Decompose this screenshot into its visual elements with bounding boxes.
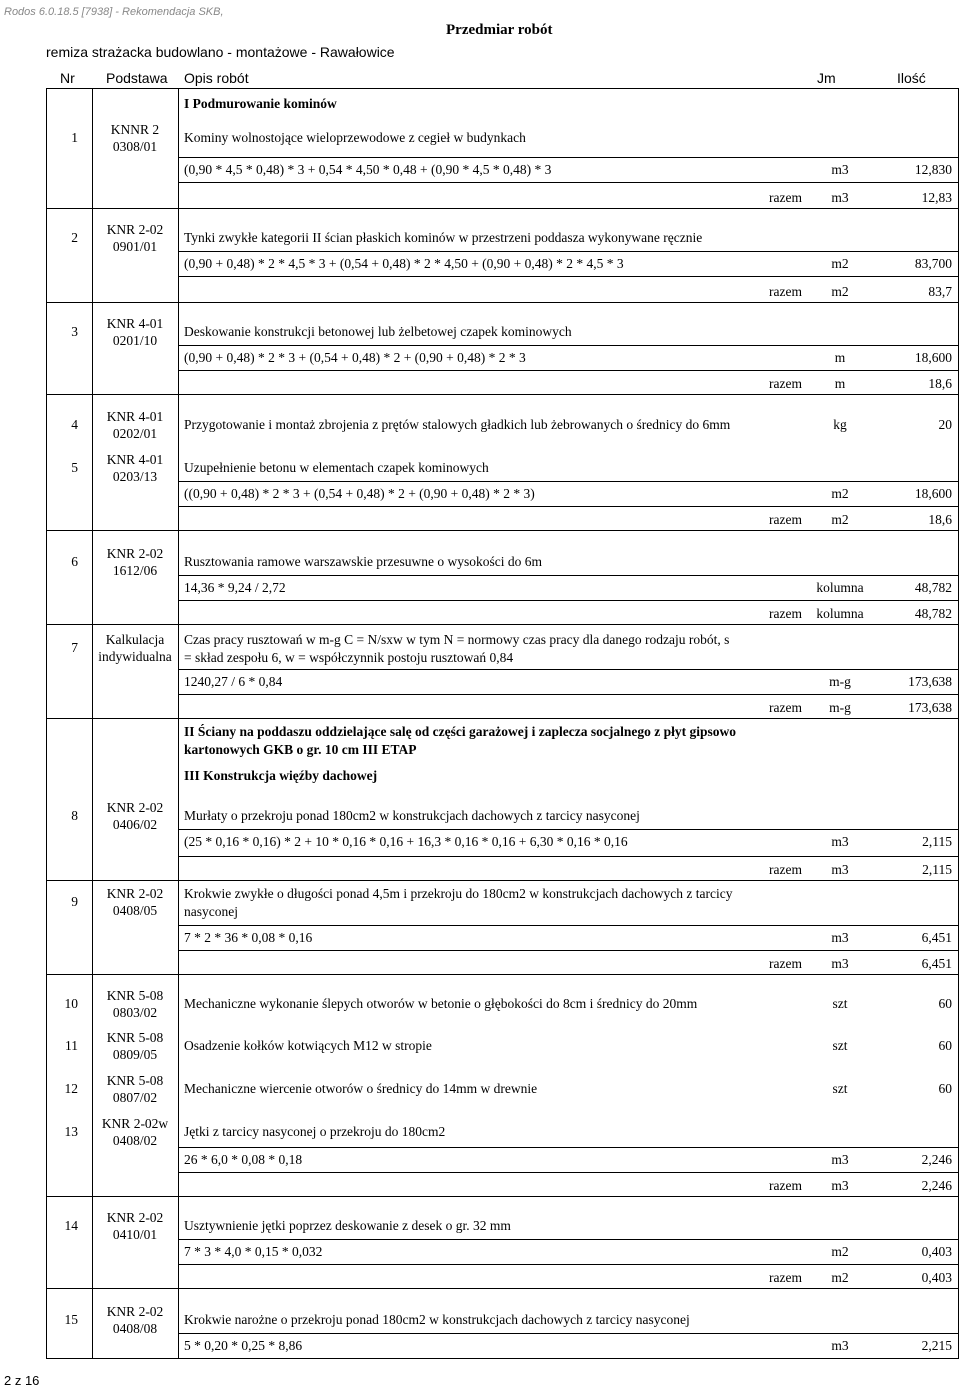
- item-description: Mechaniczne wiercenie otworów o średnicy do 14mm w drewnie: [184, 1081, 538, 1096]
- item-basis-code: 0803/02: [112, 1005, 158, 1020]
- razem-value: 12,83: [921, 190, 952, 205]
- razem-unit: m3: [831, 190, 849, 205]
- razem-rule-top: [178, 182, 958, 183]
- table-border-left: [46, 88, 47, 1358]
- calc-value: 48,782: [914, 580, 952, 595]
- item-number: 9: [71, 894, 78, 909]
- item-quantity: 60: [938, 996, 952, 1011]
- project-name: remiza strażacka budowlano - montażowe - Rawałowice: [46, 44, 395, 60]
- calc-unit: m3: [831, 1152, 849, 1167]
- item-basis-code: 0406/02: [112, 817, 158, 832]
- item-basis-code: 0203/13: [112, 469, 158, 484]
- row-separator: [46, 530, 959, 531]
- calc-formula: ((0,90 + 0,48) * 2 * 3 + (0,54 + 0,48) * 2 + (0,90 + 0,48) * 2 * 3): [184, 486, 535, 501]
- page-number: 2 z 16: [4, 1373, 40, 1388]
- calc-formula: 5 * 0,20 * 0,25 * 8,86: [184, 1338, 303, 1353]
- item-basis: Kalkulacja: [105, 632, 165, 647]
- razem-unit: kolumna: [816, 606, 864, 621]
- item-basis-code: 0410/01: [112, 1227, 158, 1242]
- item-unit: kg: [833, 417, 847, 432]
- razem-rule-top: [178, 694, 958, 695]
- calc-rule: [178, 481, 958, 482]
- item-basis: KNNR 2: [110, 122, 160, 137]
- calc-value: 12,830: [914, 162, 952, 177]
- razem-rule-top: [178, 600, 958, 601]
- item-number: 7: [71, 640, 78, 655]
- item-description: = skład zespołu 6, w = współczynnik postoju rusztowań 0,84: [184, 650, 514, 665]
- item-number: 5: [71, 460, 78, 475]
- section-heading: kartonowych GKB o gr. 10 cm III ETAP: [184, 742, 417, 757]
- item-basis: KNR 2-02: [106, 800, 164, 815]
- calc-rule: [178, 157, 958, 158]
- item-number: 15: [64, 1312, 78, 1327]
- calc-rule: [178, 575, 958, 576]
- item-description: nasyconej: [184, 904, 238, 919]
- item-description: Krokwie narożne o przekroju ponad 180cm2 w konstrukcjach dachowych z tarcicy nasyconej: [184, 1312, 690, 1327]
- item-description: Mechaniczne wykonanie ślepych otworów w betonie o głębokości do 8cm i średnicy do 20mm: [184, 996, 698, 1011]
- razem-rule-top: [178, 506, 958, 507]
- calc-unit: m: [834, 350, 846, 365]
- item-description: Przygotowanie i montaż zbrojenia z prętów stalowych gładkich lub żebrowanych o średnicy do 6mm: [184, 417, 731, 432]
- item-basis-code: 0408/02: [112, 1133, 158, 1148]
- calc-rule: [178, 345, 958, 346]
- item-basis-code: 1612/06: [112, 563, 158, 578]
- col-nr: Nr: [60, 70, 75, 86]
- razem-rule-top: [178, 276, 958, 277]
- calc-value: 18,600: [914, 486, 952, 501]
- row-separator: [46, 394, 959, 395]
- col-ilosc: Ilość: [897, 70, 926, 86]
- item-basis-code: 0308/01: [112, 139, 158, 154]
- calc-formula: (0,90 * 4,5 * 0,48) * 3 + 0,54 * 4,50 * 0,48 + (0,90 * 4,5 * 0,48) * 3: [184, 162, 552, 177]
- razem-value: 0,403: [921, 1270, 952, 1285]
- item-basis-code: 0809/05: [112, 1047, 158, 1062]
- item-basis-code: 0807/02: [112, 1090, 158, 1105]
- calc-unit: m3: [831, 1338, 849, 1353]
- calc-unit: m3: [831, 162, 849, 177]
- calc-formula: (0,90 + 0,48) * 2 * 3 + (0,54 + 0,48) * 2 + (0,90 + 0,48) * 2 * 3: [184, 350, 526, 365]
- item-number: 14: [64, 1218, 78, 1233]
- row-separator: [46, 302, 959, 303]
- item-basis-code: 0408/05: [112, 903, 158, 918]
- calc-formula: (25 * 0,16 * 0,16) * 2 + 10 * 0,16 * 0,16 + 16,3 * 0,16 * 0,16 + 6,30 * 0,16 * 0,16: [184, 834, 628, 849]
- calc-unit: m2: [831, 1244, 849, 1259]
- razem-label: razem: [769, 284, 802, 299]
- razem-unit: m2: [831, 1270, 849, 1285]
- item-description: Deskowanie konstrukcji betonowej lub żelbetowej czapek kominowych: [184, 324, 572, 339]
- razem-rule-top: [178, 856, 958, 857]
- item-description: Usztywnienie jętki poprzez deskowanie z desek o gr. 32 mm: [184, 1218, 511, 1233]
- razem-unit: m: [834, 376, 846, 391]
- item-basis: KNR 2-02: [106, 1210, 164, 1225]
- col-jm: Jm: [817, 70, 836, 86]
- item-basis: KNR 2-02: [106, 886, 164, 901]
- item-basis: KNR 4-01: [106, 452, 164, 467]
- razem-unit: m2: [831, 512, 849, 527]
- item-basis: KNR 5-08: [106, 1030, 164, 1045]
- razem-unit: m3: [831, 1178, 849, 1193]
- item-number: 1: [71, 130, 78, 145]
- calc-value: 2,115: [922, 834, 952, 849]
- calc-unit: m-g: [829, 674, 851, 689]
- calc-unit: m3: [831, 834, 849, 849]
- software-header: Rodos 6.0.18.5 [7938] - Rekomendacja SKB,: [4, 6, 224, 18]
- razem-value: 18,6: [928, 512, 952, 527]
- item-basis-code: 0201/10: [112, 333, 158, 348]
- row-separator: [46, 624, 959, 625]
- razem-value: 83,7: [928, 284, 952, 299]
- row-separator: [46, 880, 959, 881]
- razem-value: 48,782: [914, 606, 952, 621]
- section-heading: II Ściany na poddaszu oddzielające salę od części garażowej i zaplecza socjalnego z płyt gipsowo: [184, 724, 736, 739]
- item-description: Tynki zwykłe kategorii II ścian płaskich kominów w przestrzeni poddasza wykonywane ręcznie: [184, 230, 703, 245]
- calc-value: 83,700: [914, 256, 952, 271]
- section-heading: III Konstrukcja więźby dachowej: [184, 768, 378, 783]
- calc-value: 0,403: [921, 1244, 952, 1259]
- item-basis-code: 0901/01: [112, 239, 158, 254]
- razem-label: razem: [769, 700, 802, 715]
- item-basis-code: 0408/08: [112, 1321, 158, 1336]
- calc-value: 2,246: [921, 1152, 952, 1167]
- calc-unit: m2: [831, 256, 849, 271]
- calc-value: 173,638: [908, 674, 952, 689]
- razem-unit: m3: [831, 862, 849, 877]
- row-separator: [46, 1196, 959, 1197]
- item-quantity: 60: [938, 1081, 952, 1096]
- item-number: 12: [64, 1081, 78, 1096]
- calc-rule: [178, 1333, 958, 1334]
- item-quantity: 60: [938, 1038, 952, 1053]
- calc-formula: 26 * 6,0 * 0,08 * 0,18: [184, 1152, 303, 1167]
- item-description: Jętki z tarcicy nasyconej o przekroju do 180cm2: [184, 1124, 446, 1139]
- razem-label: razem: [769, 606, 802, 621]
- razem-rule-top: [178, 370, 958, 371]
- razem-label: razem: [769, 1178, 802, 1193]
- calc-rule: [178, 669, 958, 670]
- item-description: Krokwie zwykłe o długości ponad 4,5m i przekroju do 180cm2 w konstrukcjach dachowych z tarcicy: [184, 886, 733, 901]
- calc-rule: [178, 251, 958, 252]
- item-description: Kominy wolnostojące wieloprzewodowe z cegieł w budynkach: [184, 130, 526, 145]
- item-unit: szt: [832, 1081, 848, 1096]
- item-basis: KNR 4-01: [106, 409, 164, 424]
- item-basis: KNR 2-02: [106, 546, 164, 561]
- header-rule: [46, 88, 958, 89]
- col-divider-podstawa: [178, 88, 179, 1358]
- item-number: 10: [64, 996, 78, 1011]
- calc-unit: kolumna: [816, 580, 864, 595]
- table-bottom-rule: [46, 1358, 959, 1359]
- calc-formula: 14,36 * 9,24 / 2,72: [184, 580, 286, 595]
- calc-rule: [178, 1239, 958, 1240]
- calc-formula: 1240,27 / 6 * 0,84: [184, 674, 283, 689]
- row-separator: [46, 1288, 959, 1289]
- razem-unit: m2: [831, 284, 849, 299]
- razem-value: 173,638: [908, 700, 952, 715]
- col-podstawa: Podstawa: [106, 70, 168, 86]
- item-basis: KNR 4-01: [106, 316, 164, 331]
- calc-rule: [178, 829, 958, 830]
- calc-formula: 7 * 3 * 4,0 * 0,15 * 0,032: [184, 1244, 323, 1259]
- item-basis: KNR 2-02: [106, 222, 164, 237]
- razem-label: razem: [769, 190, 802, 205]
- razem-value: 18,6: [928, 376, 952, 391]
- item-basis: KNR 2-02w: [101, 1116, 169, 1131]
- razem-label: razem: [769, 376, 802, 391]
- row-separator: [46, 718, 959, 719]
- item-number: 6: [71, 554, 78, 569]
- item-number: 3: [71, 324, 78, 339]
- calc-formula: (0,90 + 0,48) * 2 * 4,5 * 3 + (0,54 + 0,48) * 2 * 4,50 + (0,90 + 0,48) * 2 * 4,5 * 3: [184, 256, 624, 271]
- item-unit: szt: [832, 1038, 848, 1053]
- razem-value: 6,451: [921, 956, 952, 971]
- razem-label: razem: [769, 956, 802, 971]
- razem-value: 2,115: [922, 862, 952, 877]
- item-basis: KNR 5-08: [106, 1073, 164, 1088]
- razem-value: 2,246: [921, 1178, 952, 1193]
- item-basis-code: indywidualna: [98, 649, 172, 664]
- item-basis: KNR 2-02: [106, 1304, 164, 1319]
- row-separator: [46, 208, 959, 209]
- calc-unit: m3: [831, 930, 849, 945]
- item-number: 13: [64, 1124, 78, 1139]
- calc-rule: [178, 1147, 958, 1148]
- page-title: Przedmiar robót: [446, 22, 553, 38]
- item-quantity: 20: [938, 417, 952, 432]
- item-description: Osadzenie kołków kotwiących M12 w stropie: [184, 1038, 432, 1053]
- calc-rule: [178, 925, 958, 926]
- razem-rule-top: [178, 1172, 958, 1173]
- col-opis: Opis robót: [184, 70, 249, 86]
- item-number: 11: [65, 1038, 78, 1053]
- section-heading: I Podmurowanie kominów: [184, 96, 337, 111]
- razem-label: razem: [769, 862, 802, 877]
- razem-label: razem: [769, 1270, 802, 1285]
- razem-unit: m-g: [829, 700, 851, 715]
- item-description: Uzupełnienie betonu w elementach czapek kominowych: [184, 460, 489, 475]
- razem-rule-top: [178, 950, 958, 951]
- table-border-right: [958, 88, 959, 1358]
- item-description: Czas pracy rusztowań w m-g C = N/sxw w tym N = normowy czas pracy dla danego rodzaju robót, s: [184, 632, 730, 647]
- item-basis-code: 0202/01: [112, 426, 158, 441]
- item-number: 2: [71, 230, 78, 245]
- razem-rule-top: [178, 1264, 958, 1265]
- calc-value: 6,451: [921, 930, 952, 945]
- item-number: 8: [71, 808, 78, 823]
- item-description: Murłaty o przekroju ponad 180cm2 w konstrukcjach dachowych z tarcicy nasyconej: [184, 808, 640, 823]
- col-divider-nr: [92, 88, 93, 1358]
- item-number: 4: [71, 417, 78, 432]
- calc-unit: m2: [831, 486, 849, 501]
- calc-value: 18,600: [914, 350, 952, 365]
- row-separator: [46, 974, 959, 975]
- razem-label: razem: [769, 512, 802, 527]
- razem-unit: m3: [831, 956, 849, 971]
- calc-value: 2,215: [921, 1338, 952, 1353]
- item-description: Rusztowania ramowe warszawskie przesuwne o wysokości do 6m: [184, 554, 543, 569]
- item-basis: KNR 5-08: [106, 988, 164, 1003]
- item-unit: szt: [832, 996, 848, 1011]
- calc-formula: 7 * 2 * 36 * 0,08 * 0,16: [184, 930, 313, 945]
